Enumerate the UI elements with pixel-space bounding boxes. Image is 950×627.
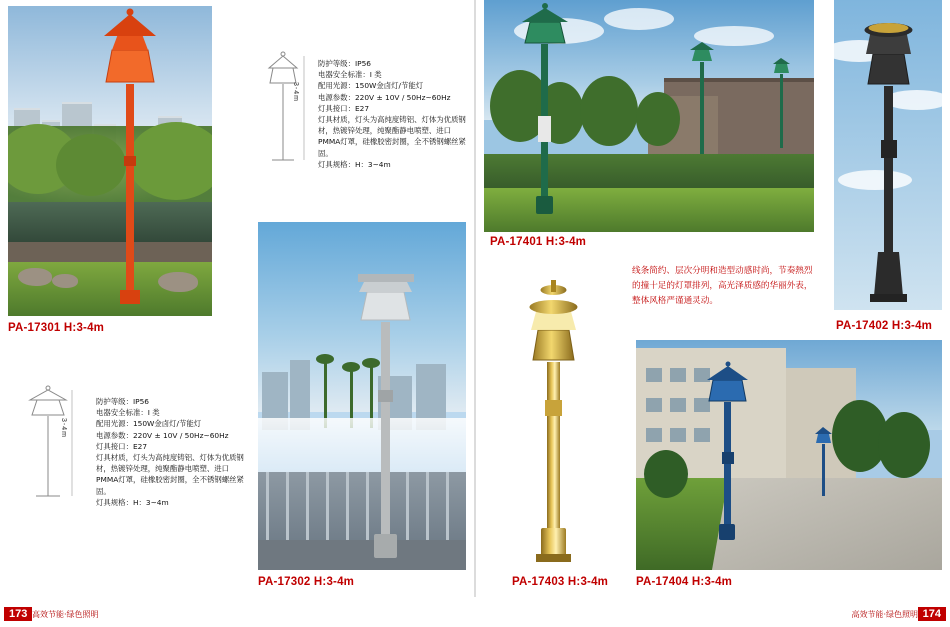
spec-line: 电源参数：220V ± 10V / 50Hz~60Hz [96, 430, 229, 440]
spec-line: 配用光源：150W金卤灯/节能灯 [96, 419, 202, 429]
page-number-right: 174 [918, 607, 946, 621]
product-photo-pa-17302 [258, 222, 466, 570]
lamp-linedrawing-bottom [18, 380, 78, 508]
lamp-linedrawing-top [256, 42, 310, 172]
product-photo-pa-17402 [834, 0, 942, 310]
product-photo-pa-17404 [636, 340, 942, 570]
page-number-left: 173 [4, 607, 32, 621]
spec-line: 灯具接口：E27 [318, 103, 370, 113]
product-photo-pa-17401 [484, 0, 814, 232]
lamp-illustration-17301 [8, 6, 212, 316]
spec-line: 防护等级：IP56 [96, 397, 149, 406]
product-photo-pa-17301 [8, 6, 212, 316]
lamp-illustration-17404 [636, 340, 942, 570]
spec-line: 灯具规格：H：3~4m [96, 497, 169, 507]
spec-line: 灯具规格：H：3~4m [318, 159, 391, 169]
footer-text-left: 高效节能·绿色照明 [32, 610, 99, 619]
lamp-illustration-17403 [500, 250, 608, 570]
lamp-illustration-17302 [258, 222, 466, 570]
spec-block-bottom [96, 396, 246, 508]
lamp-illustration-17402 [834, 0, 942, 310]
dimension-label-top: 3-4m [292, 82, 299, 102]
spec-line: 配用光源：150W金卤灯/节能灯 [318, 81, 424, 91]
page-spine [474, 0, 476, 597]
marketing-copy: 线条简约、层次分明和造型动感时尚，节奏熱烈的撞十足的灯罩排列，高光泽质感的华丽外表，整体风格严谨通灵动。 [632, 266, 813, 306]
spec-line: 电器安全标准：I 类 [96, 408, 160, 418]
footer [0, 597, 950, 627]
product-photo-pa-17403 [500, 250, 608, 570]
caption-pa-17401: PA-17401 H:3-4m [490, 236, 587, 248]
spec-line: 电器安全标准：I 类 [318, 70, 382, 80]
caption-pa-17302: PA-17302 H:3-4m [258, 576, 355, 588]
caption-pa-17404: PA-17404 H:3-4m [636, 576, 733, 588]
spec-line: 灯具接口：E27 [96, 441, 148, 451]
spec-line: 灯具材质，灯头为高纯度铸铝、灯体为优质钢材，热镀锌处理，纯聚酯静电喷塑、进口PMMA灯罩，硅橡胶密封圈，全不锈钢螺丝紧固。 [318, 115, 466, 158]
spec-block-top [318, 58, 468, 170]
spec-line: 电源参数：220V ± 10V / 50Hz~60Hz [318, 92, 451, 102]
caption-pa-17301: PA-17301 H:3-4m [8, 322, 105, 334]
caption-pa-17402: PA-17402 H:3-4m [836, 320, 933, 332]
spec-line: 灯具材质，灯头为高纯度铸铝、灯体为优质钢材，热镀锌处理，纯聚酯静电喷塑、进口PMMA灯罩，硅橡胶密封圈，全不锈钢螺丝紧固。 [96, 453, 244, 496]
footer-text-right: 高效节能·绿色照明 [851, 610, 918, 619]
dimension-label-bottom: 3-4m [60, 418, 67, 438]
spec-line: 防护等级：IP56 [318, 59, 371, 68]
lamp-illustration-17401 [484, 0, 814, 232]
caption-pa-17403: PA-17403 H:3-4m [512, 576, 609, 588]
